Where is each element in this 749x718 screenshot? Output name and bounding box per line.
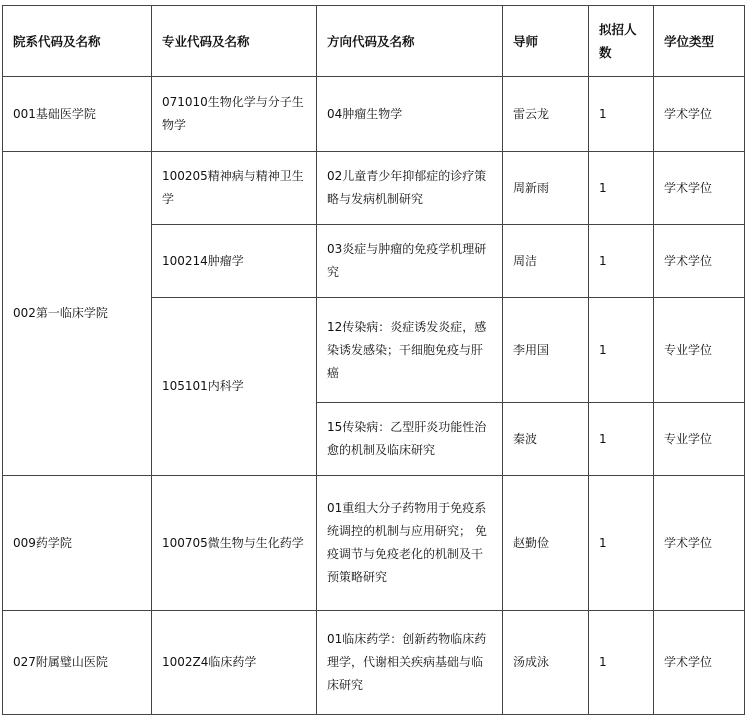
count-cell: 1 <box>589 611 654 715</box>
count-cell: 1 <box>589 403 654 476</box>
count-cell: 1 <box>589 476 654 611</box>
tutor-cell: 汤成泳 <box>503 611 589 715</box>
direction-cell: 15传染病：乙型肝炎功能性治愈的机制及临床研究 <box>317 403 503 476</box>
count-cell: 1 <box>589 298 654 403</box>
count-cell: 1 <box>589 77 654 152</box>
enrollment-table <box>2 5 745 715</box>
tutor-cell: 周新雨 <box>503 152 589 225</box>
direction-cell: 01重组大分子药物用于免疫系统调控的机制与应用研究； 免疫调节与免疫老化的机制及干预策略研究 <box>317 476 503 611</box>
degree-cell: 学术学位 <box>654 225 745 298</box>
header-major: 专业代码及名称 <box>152 6 317 77</box>
direction-cell: 12传染病：炎症诱发炎症，感染诱发感染；干细胞免疫与肝癌 <box>317 298 503 403</box>
degree-cell: 专业学位 <box>654 403 745 476</box>
tutor-cell: 秦波 <box>503 403 589 476</box>
degree-cell: 专业学位 <box>654 298 745 403</box>
dept-cell: 002第一临床学院 <box>3 152 152 476</box>
direction-cell: 01临床药学：创新药物临床药理学，代谢相关疾病基础与临床研究 <box>317 611 503 715</box>
dept-cell: 001基础医学院 <box>3 77 152 152</box>
count-cell: 1 <box>589 225 654 298</box>
header-row <box>3 6 745 77</box>
degree-cell: 学术学位 <box>654 77 745 152</box>
header-tutor: 导师 <box>503 6 589 77</box>
tutor-cell: 雷云龙 <box>503 77 589 152</box>
direction-cell: 02儿童青少年抑郁症的诊疗策略与发病机制研究 <box>317 152 503 225</box>
major-cell: 071010生物化学与分子生物学 <box>152 77 317 152</box>
degree-cell: 学术学位 <box>654 611 745 715</box>
major-cell: 100214肿瘤学 <box>152 225 317 298</box>
major-cell: 100205精神病与精神卫生学 <box>152 152 317 225</box>
major-cell: 1002Z4临床药学 <box>152 611 317 715</box>
dept-cell: 027附属璧山医院 <box>3 611 152 715</box>
tutor-cell: 周洁 <box>503 225 589 298</box>
table-row <box>3 476 745 611</box>
table-row <box>3 611 745 715</box>
degree-cell: 学术学位 <box>654 476 745 611</box>
dept-cell: 009药学院 <box>3 476 152 611</box>
table-row <box>3 152 745 225</box>
tutor-cell: 李用国 <box>503 298 589 403</box>
major-cell: 105101内科学 <box>152 298 317 476</box>
major-cell: 100705微生物与生化药学 <box>152 476 317 611</box>
header-degree: 学位类型 <box>654 6 745 77</box>
header-direction: 方向代码及名称 <box>317 6 503 77</box>
header-dept: 院系代码及名称 <box>3 6 152 77</box>
table-row <box>3 77 745 152</box>
degree-cell: 学术学位 <box>654 152 745 225</box>
direction-cell: 03炎症与肿瘤的免疫学机理研究 <box>317 225 503 298</box>
count-cell: 1 <box>589 152 654 225</box>
header-count: 拟招人数 <box>589 6 654 77</box>
direction-cell: 04肿瘤生物学 <box>317 77 503 152</box>
tutor-cell: 赵勤俭 <box>503 476 589 611</box>
